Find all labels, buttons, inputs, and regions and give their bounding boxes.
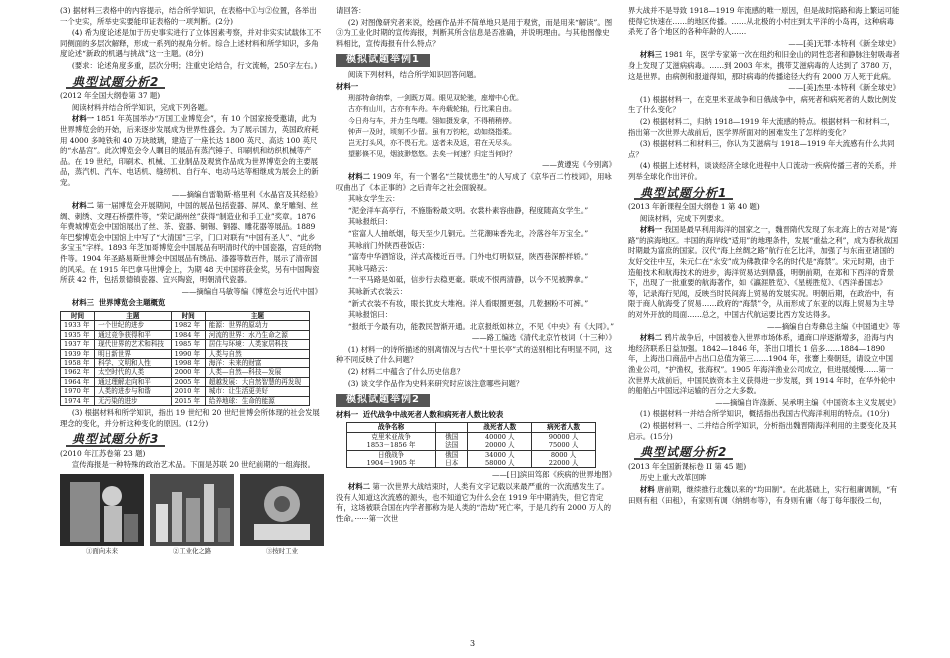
question-text: (1) 根据材料一，在克里米亚战争和日俄战争中，病死者和病死者的人数比例发生了什么变化？ xyxy=(628,94,897,115)
table-cell: 人类—自然—科技—发展 xyxy=(205,368,309,377)
poster-caption: ②工业化之路 xyxy=(172,547,212,556)
poster-image xyxy=(240,474,324,546)
table-title: 世界博览会主题概览 xyxy=(98,298,166,308)
verse-intro: 其咏新式衣装云： xyxy=(347,286,407,296)
section-heading: 典型试题分析2 xyxy=(66,77,165,90)
material-body: 1909 年，有一个署名“兰陵忧患生”的人写成了《京华百二竹枝词》，用咏叹曲出了《本正事的》之后青年之社会面貌视。 xyxy=(336,171,612,192)
table-cell: 1958 年 xyxy=(61,359,95,368)
table-cell: 居住与环境：人类家居科技 xyxy=(205,340,309,349)
table-row xyxy=(61,359,310,368)
poem-line: 望影倏不见，烟波渺悠悠。去矣一何速？归定当何时？ xyxy=(348,150,516,159)
expo-themes-table xyxy=(60,311,310,406)
question-text: (4) 希为度论述是加于历史事实进行了立体因素考察，并对非实实试载体工不同侧面的多层次解释，形成一系列的视角分析。综合上述材料和所学知识，多角度论述“新政的机遇与挑战”这一主题。(8分) xyxy=(60,28,322,59)
table-cell: 海洋：未来的财富 xyxy=(205,359,309,368)
material-source: ——[美]杰里·本特利《新全球史》 xyxy=(788,83,900,93)
material-body: 1981 年，医学专家第一次在纽约和旧金山的同性恋者和静脉注射吸毒者身上发现了艾滋病病毒。……到 2003 年末，携带艾滋病毒的人达到了 3780 万，这是世界。由病例和报道得知，那时病毒的传播途径大约有 2000 万人死于此病。 xyxy=(628,50,900,81)
table-cell: 河流的世界：水乃生命之源 xyxy=(205,330,309,339)
table-header-row xyxy=(347,423,596,432)
table-row xyxy=(61,377,310,386)
question-text: (2) 材料二中蕴含了什么历史信息？ xyxy=(347,367,465,377)
table-header: 战争名称 xyxy=(347,423,436,432)
table-cell: 2005 年 xyxy=(171,377,205,386)
material-paragraph xyxy=(628,225,900,320)
table-cell: 一个世纪的进步 xyxy=(95,321,172,330)
material-paragraph xyxy=(60,201,322,286)
question-text: (3) 根据材料和所学知识，指出 19 世纪和 20 世纪世博会所体现的社会发展理念的变化，并分析这种变化的原因。(12分) xyxy=(60,408,320,428)
material-label: 材料二 xyxy=(71,201,95,211)
poster-figure xyxy=(150,474,234,557)
verse-text: “报纸于今最有功，能教民智渐开通。北京报纸如林立，不见《中央》有《大同》。” xyxy=(347,321,615,331)
poem-line: 今日舟与车，并力生鸟嘤。翎如摄发拿，不得稍稍停。 xyxy=(348,116,516,125)
material-paragraph xyxy=(628,485,900,506)
question-text: (1) 根据材料一并结合所学知识，概括指出我国古代海洋利用的特点。(10分) xyxy=(639,409,890,419)
table-row xyxy=(61,330,310,339)
material-paragraph xyxy=(60,114,322,188)
table-cell: 俄国 法国 xyxy=(436,432,468,450)
question-text: (4) 根据上述材料，谈谈经济全球化进程中人口流动一疾病传播三者的关系，并列举全球化作出评价。 xyxy=(628,161,897,181)
question-text: (3) 谈文学作品作为史料来研究时应该注意哪些问题？ xyxy=(347,378,524,388)
material-label: 材料三 xyxy=(71,298,95,308)
verse-text: “泥金洋车高亭行，不施脂粉最文明。衣裳朴素容曲静，程度随高女学生。” xyxy=(347,205,589,215)
table-body xyxy=(347,432,596,468)
table-cell: 无污染的进步 xyxy=(95,396,172,405)
table-cell: 城市：让生活更美好 xyxy=(205,387,309,396)
poem-line: 钟声一及时，顷刻不少留。虽有万钧柁，动如绕指柔。 xyxy=(348,127,516,136)
material-label: 材料二 xyxy=(639,333,663,343)
question-text: (2) 根据材料一、二并结合所学知识，分析指出魏晋隋海洋利用的主要变化及其启示。(15分) xyxy=(628,420,897,441)
table-cell: 40000 人 20000 人 xyxy=(468,432,532,450)
poem-block xyxy=(336,93,616,159)
question-text: (2) 根据材料二，归纳 1918—1919 年大流感的特点。根据材料一和材料二，指出第一次世界大战前后，医学界所面对的困难发生了怎样的变化？ xyxy=(628,116,895,137)
column-middle xyxy=(336,6,616,525)
table-cell: 1964 年 xyxy=(61,377,95,386)
column-left xyxy=(60,6,322,557)
table-cell: 1985 年 xyxy=(171,340,205,349)
table-cell: 人类与自然 xyxy=(205,349,309,358)
table-cell: 1974 年 xyxy=(61,396,95,405)
instruction-text: 宣传海报是一种特殊的政治艺术品。下面是苏联 20 世纪前期的一组海报。 xyxy=(71,460,316,470)
material-source: ——摘编自雷勒斯·格里利《水晶宫及其经验》 xyxy=(171,189,322,199)
poster-caption: ③按时工业 xyxy=(266,547,298,556)
verse-intro: 其咏报馆曰： xyxy=(347,310,393,320)
instruction-text: 阅读材料，完成下列要求。 xyxy=(639,213,729,223)
table-cell: 1962 年 xyxy=(61,368,95,377)
exam-source: (2010 年江苏卷第 23 题) xyxy=(60,448,146,458)
table-cell: 现代世界的艺术和科技 xyxy=(95,340,172,349)
section-heading: 典型试题分析3 xyxy=(66,434,165,447)
table-cell: 1984 年 xyxy=(171,330,205,339)
poem-line: 古亦有山川，古亦有车舟。车舟载轮轴，行比乘自由。 xyxy=(348,105,516,114)
table-row xyxy=(61,396,310,405)
table-cell: 1935 年 xyxy=(61,330,95,339)
table-cell: 2000 年 xyxy=(171,368,205,377)
instruction-text: 阅读材料并结合所学知识，完成下列各题。 xyxy=(71,102,213,112)
poster-caption: ①面向未来 xyxy=(86,547,118,556)
material-paragraph xyxy=(628,50,900,82)
verse-text: “新式衣装不有妆，眼长犹皮大堆袍。洋人看眼圈更强，几乾捆粉不可裤。” xyxy=(347,298,589,308)
material-paragraph xyxy=(336,172,616,193)
table-row xyxy=(347,450,596,468)
table-cell: 能源：世界的原动力 xyxy=(205,321,309,330)
verse-intro: 其咏前门外陕西巷饭店： xyxy=(347,240,430,250)
material-body: 1851 年英国举办“万国工业博览会”，有 10 个国家接受邀请，此为世界博览会的开始，后来逐步发展成为世界性盛会。为了展示国力，英国政府耗用 4000 多吨铁和 40 万块玻璃，建造了一座长达 1800 英尺、高达 100 英尺的“水晶宫”。此次博览会令人瞩目的展品有蒸汽锤子、印刷机和纺织机械等产品。在 19 世纪，印刷术、机械、工业制品及观赏作品成为世界博览会的主要展品，蒸汽机、汽车、电话机、缝纫机、自行车、电动马达等相继成为展会上的新宠。 xyxy=(60,114,319,187)
requirement-text: (要求：论述角度多重，层次分明；注重史论结合，行文流畅，250字左右。) xyxy=(71,60,318,70)
verse-intro: 其咏马路云： xyxy=(347,263,393,273)
table-cell: 2010 年 xyxy=(171,387,205,396)
poster-image xyxy=(60,474,144,546)
section-heading: 典型试题分析2 xyxy=(634,447,733,460)
page-edge-marker xyxy=(10,6,18,646)
instruction-text: 阅读下列材料，结合所学知识回答问题。 xyxy=(347,69,481,79)
exam-source: (2012 年全国大纲卷第 37 题) xyxy=(60,91,161,101)
material-label: 材料一 xyxy=(639,225,663,235)
table-cell: 人类的进步与和谐 xyxy=(95,387,172,396)
poem-line: 岂无打头风，亦不畏石尤。送者未及返，君在天尽头。 xyxy=(348,138,516,147)
material-source: ——摘编自许涤新、吴承明主编《中国资本主义发展史》 xyxy=(715,397,900,407)
section-heading: 典型试题分析1 xyxy=(634,188,733,201)
material-label: 材料一 xyxy=(336,81,359,91)
prompt-text: 请回答： xyxy=(336,6,366,15)
table-cell: 给养地球：生命的能源 xyxy=(205,396,309,405)
table-row xyxy=(61,321,310,330)
exam-source: (2013 年全国新课标卷 II 第 45 题) xyxy=(628,461,747,471)
material-label: 材料一 xyxy=(336,409,359,419)
table-cell: 克里米亚战争 1853－1856 年 xyxy=(347,432,436,450)
material-body: 第一次世界大战结束时，人类有文字记载以来最严重的一次流感发生了。没有人知道这次流感的源头，也不知道它为什么会在 1919 年中期消失，但它肯定有，这场被联合国在内学者都称为是人类的“浩劫”死亡率，于是几约有 2000 万人的性命。······第一次世 xyxy=(336,482,611,523)
table-cell: 2015 年 xyxy=(171,396,205,405)
material-source: ——[日]滨田笃郎《疾病的世界地图》 xyxy=(491,470,616,480)
material-source: ——摘编自马敏等编《博览会与近代中国》 xyxy=(181,286,322,296)
section-heading: 模拟试题举例2 xyxy=(336,394,430,407)
poem-line: 刑部特命纳奉，一剑既万周。眼见双轮驰，座增中心优。 xyxy=(348,94,523,103)
table-row xyxy=(347,432,596,450)
material-label: 材料二 xyxy=(347,482,371,492)
question-text: (3) 根据材料二和材料三，你认为艾滋病与 1918—1919 年大流感有什么共同点？ xyxy=(628,139,895,159)
page-number: 3 xyxy=(470,639,476,648)
table-row xyxy=(61,340,310,349)
verse-intro: 其咏报纸曰： xyxy=(347,217,393,227)
material-label: 材料三 xyxy=(639,50,663,60)
verse-intro: 其咏女学生云： xyxy=(347,194,400,204)
exam-source: (2013 年新课程全国大纲卷 1 第 40 题) xyxy=(628,202,760,212)
column-right xyxy=(628,6,900,507)
table-cell: 通过理解走向和平 xyxy=(95,377,172,386)
table-cell: 90000 人 75000 人 xyxy=(532,432,596,450)
poster-illustration xyxy=(60,474,144,546)
material-body: 界大战并不是导致 1918—1919 年流感的唯一原因，但是战时陷路和海上繁运可能使得它快速在……的地区传播。……从北极的小村庄到太平洋的小岛再，这种病毒杀死了各个地区的各种年龄的人…… xyxy=(628,6,900,37)
instruction-text: 历史上重大改革回眸 xyxy=(639,473,707,483)
table-caption xyxy=(336,410,616,421)
table-cell: 通过竞争获得和平 xyxy=(95,330,172,339)
material-body: 第一届博览会开展期间，中国的展品包括瓷器、屏风、象牙雕刻、丝绸、刺绣、文理石桥摆件等，“荣记湖州丝”获得“制造业和手工业”奖章。1876 年费城博览会中国馆展出了丝、茶、瓷器、铜锡、铜器、雕花器等展品。1889 年巴黎博览会中国馆上中写了“大清国”三字，门口对联有“中国有圣人”、“此乡多宝玉”字样。1893 年芝加哥博览会中国展品有明清时代的中国瓷器，宫廷的物件等。1904 年圣路易斯世博会中国展品有绣品、漆器等数百件，展示了清帝国的风采。在 1915 年巴拿马世博会上，为期 48 天中国将获金奖，另有中国陶瓷所获 42 件，包括景德镇瓷器、宜兴陶瓷，明朝清代瓷器。 xyxy=(60,201,322,285)
material-body: 我国是最早利用海洋的国家之一，魏晋隋代发现了东北海上的古对是“海路”的滨海地区。丰国的海岸线“适用”的地理条件，发展“重盐之利”，成为春秋战国时期最为富庶的国家。汉代“海上丝绸之路”航行在乞比洋，加强了与东南亚诸国的友好交往中互，朱元仁在“永安”成为佛教律令名的时代是“海禁”。宋元时期，由于造船技术和航海技术的进步，海洋贸易达到鼎盛，明朝前期，在郑和下西洋的背景下，出现了一批重要的航海著作，如《瀛涯胜览》、《星槎胜览》、《西洋番国志》等，记录海行见闻，反映当时民间海上贸易的发展实况。明朝后期，在政治中，有限于商人航海受了贸易……政府的“海禁”令，从而形成了东亚的以海上贸易为主导的对外开放的局面……总之，中国古代航运要比西方发达得多。 xyxy=(628,225,899,320)
material-label: 材料二 xyxy=(347,171,371,181)
table-header: 时间 xyxy=(171,312,205,321)
material-paragraph xyxy=(336,482,616,524)
table-header xyxy=(436,423,468,432)
question-text: (2) 对图像研究者来说，绘画作品并不简单地只是用于观赏，而是用来“解读”。图③为工业化时期的宣传海报，判断其所含信息是否准确，并说明理由。与其他图像史料相比，宣传海报有什么特点？ xyxy=(336,17,613,48)
material-source: ——黄遵宪《今别离》 xyxy=(542,160,616,170)
material-source: ——摘编自白寿彝总主编《中国通史》等 xyxy=(766,321,900,331)
table-cell: 超越发展：大自然智慧的再发现 xyxy=(205,377,309,386)
table-cell: 日俄战争 1904－1905 年 xyxy=(347,450,436,468)
poster-figure xyxy=(60,474,144,557)
poster-illustration xyxy=(240,474,324,546)
material-label: 材料一 xyxy=(71,114,95,124)
material-source: ——[美]无罪·本特利《新全球史》 xyxy=(788,38,900,48)
question-text: (3) 据材料三表格中的内容提示，结合所学知识，在表格中①与②位置，各举出一个史实，所举史实要能印证表格的一项判断。(2分) xyxy=(60,6,317,26)
table-cell: 科学、文明和人性 xyxy=(95,359,172,368)
section-heading: 模拟试题举例1 xyxy=(336,54,430,67)
material-body: 唐前期，继续推行北魏以来的“均田制”。在此基础上，实行租庸调制，“有田则有租（田租），有家则有调（纳绢布等），有身则有庸（每丁每年服役二旬， xyxy=(628,484,898,505)
table-header: 主题 xyxy=(95,312,172,321)
table-cell: 明日新世界 xyxy=(95,349,172,358)
material-source: ——路工编选《清代北京竹枝词（十三种）》 xyxy=(471,333,616,343)
table-header: 主题 xyxy=(205,312,309,321)
table-cell: 1937 年 xyxy=(61,340,95,349)
table-body xyxy=(61,321,310,406)
table-cell: 1998 年 xyxy=(171,359,205,368)
table-header-row xyxy=(61,312,310,321)
table-cell: 1990 年 xyxy=(171,349,205,358)
table-header: 战死者人数 xyxy=(468,423,532,432)
table-caption xyxy=(60,298,322,309)
table-row xyxy=(61,368,310,377)
table-cell: 1939 年 xyxy=(61,349,95,358)
poster-figure xyxy=(240,474,324,557)
table-header: 时间 xyxy=(61,312,95,321)
table-row xyxy=(61,349,310,358)
table-cell: 34000 人 58000 人 xyxy=(468,450,532,468)
material-paragraph xyxy=(628,333,900,397)
table-header: 病死者人数 xyxy=(532,423,596,432)
verse-text: “富寿中华酒馆设，洋式高楼近百寻。门外电灯明似昼，陕西巷深醉样轿。” xyxy=(347,252,589,262)
table-cell: 1933 年 xyxy=(61,321,95,330)
table-title: 近代战争中战死者人数和病死者人数比较表 xyxy=(362,409,504,419)
table-cell: 俄国 日本 xyxy=(436,450,468,468)
material-label: 材料 xyxy=(639,484,655,494)
table-row xyxy=(61,387,310,396)
question-text: (1) 材料一的诗所描述的别离情况与古代“十里长亭”式的送别相比有明显不同，这种不同反映了什么问题？ xyxy=(336,344,613,365)
table-cell: 太空时代的人类 xyxy=(95,368,172,377)
table-cell: 1970 年 xyxy=(61,387,95,396)
verse-text: “宦富人人抽纸烟，每天至少几铜元。兰花潮味香先北，冷落谷年万宝全。” xyxy=(347,228,589,238)
poster-gallery xyxy=(60,474,322,557)
poster-image xyxy=(150,474,234,546)
table-cell: 8000 人 22000 人 xyxy=(532,450,596,468)
table-cell: 1982 年 xyxy=(171,321,205,330)
verse-text: “一平马路是如砥，信步行去稳更豪。联成不恨两清静，以今不见被脾拿。” xyxy=(347,275,589,285)
poster-illustration xyxy=(150,474,234,546)
war-casualty-table xyxy=(346,422,596,468)
material-body: 鸦片战争后，中国被卷入世界市场体系，通商口岸逐渐增多，沿海与内地经济联系日益加强。1842—1846 年，茶出口增长 1 倍多……1884—1890 年，上海出口商品中占出口总值为第三……1904 年，张謇上奏朝廷，请设立中国渔业公司，“护渔权，张海权”。1905 年海洋渔业公司成立，但进展缓慢……第一次世界大战前后，中国民族资本主义获得进一步发展，到 1914 年时，在华外轮中的船舶占中国远洋运输的百分之大多数。 xyxy=(628,333,896,396)
